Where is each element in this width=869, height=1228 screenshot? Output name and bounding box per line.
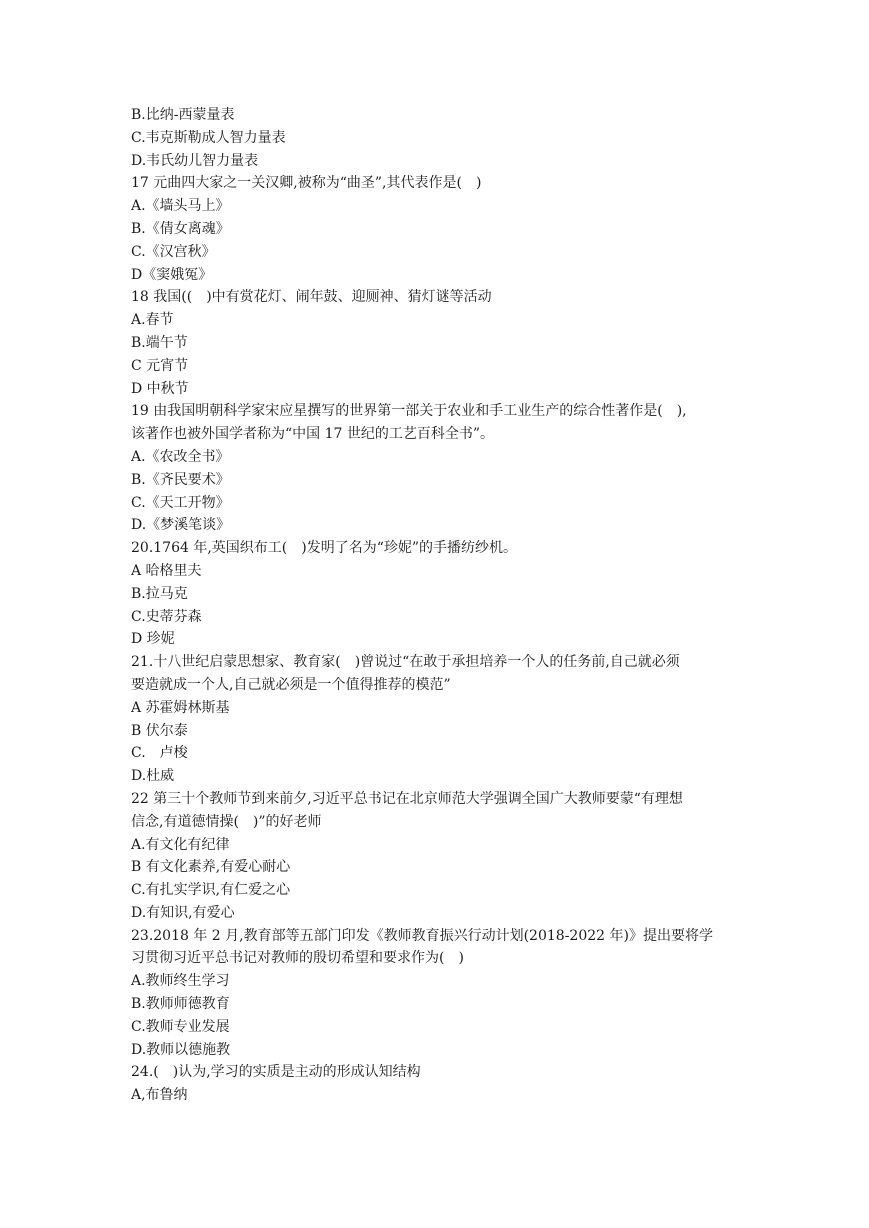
question-23-continued: 习贯彻习近平总书记对教师的殷切希望和要求作为( ) <box>131 950 464 967</box>
option-line: A.有文化有纪律 <box>131 836 230 853</box>
question-21: 21.十八世纪启蒙思想家、教育家( )曾说过“在敢于承担培养一个人的任务前,自己就必须 <box>131 654 680 671</box>
question-23: 23.2018 年 2 月,教育部等五部门印发《教师教育振兴行动计划(2018-2022 年)》提出要将学 <box>131 927 713 944</box>
option-line: A.《农改全书》 <box>131 448 230 465</box>
option-line: B.教师师德教育 <box>131 996 230 1013</box>
option-line: B.拉马克 <box>131 585 188 602</box>
option-line: C.《天工开物》 <box>131 494 230 511</box>
option-line: A,布鲁纳 <box>131 1087 188 1104</box>
question-21-continued: 要造就成一个人,自己就必须是一个值得推荐的模范” <box>131 676 451 693</box>
option-line: D.有知识,有爱心 <box>131 904 235 921</box>
question-22: 22 第三十个教师节到来前夕,习近平总书记在北京师范大学强调全国广大教师要蒙“有理想 <box>131 790 683 807</box>
option-line: B.《齐民要术》 <box>131 471 230 488</box>
option-line: D.《梦溪笔谈》 <box>131 517 231 534</box>
text-line: B.比纳-西蒙量表 <box>131 107 235 123</box>
option-line: C.《汉宫秋》 <box>131 243 216 260</box>
option-line: C.史蒂芬森 <box>131 608 202 625</box>
question-24: 24.( )认为,学习的实质是主动的形成认知结构 <box>131 1064 421 1081</box>
option-line: C 元宵节 <box>131 357 189 374</box>
option-line: D.教师以德施教 <box>131 1041 231 1058</box>
question-20: 20.1764 年,英国织布工( )发明了名为“珍妮”的手播纺纱机。 <box>131 540 518 557</box>
option-line: A.《墙头马上》 <box>131 198 230 215</box>
question-22-continued: 信念,有道德情操( )”的好老师 <box>131 813 322 830</box>
option-line: D 中秋节 <box>131 380 189 397</box>
option-line: D 珍妮 <box>131 631 175 648</box>
option-line: C. 卢梭 <box>131 745 188 762</box>
option-line: D.杜威 <box>131 768 175 785</box>
question-text-block <box>131 104 771 1107</box>
question-18: 18 我国(( )中有赏花灯、闹年鼓、迎厕神、猜灯谜等活动 <box>131 289 492 306</box>
question-19: 19 由我国明朝科学家宋应星撰写的世界第一部关于农业和手工业生产的综合性著作是( ), <box>131 403 687 420</box>
option-line: A 哈格里夫 <box>131 562 202 579</box>
option-line: A.教师终生学习 <box>131 973 230 990</box>
text-line: D.韦氏幼儿智力量表 <box>131 152 259 169</box>
option-line: B.端午节 <box>131 334 188 351</box>
text-line: C.韦克斯勒成人智力量表 <box>131 129 286 146</box>
option-line: D《窦娥冤》 <box>131 266 213 283</box>
option-line: B 有文化素养,有爱心耐心 <box>131 859 291 876</box>
option-line: B.《倩女离魂》 <box>131 220 230 237</box>
question-19-continued: 该著作也被外国学者称为“中国 17 世纪的工艺百科全书”。 <box>131 426 495 443</box>
question-17: 17 元曲四大家之一关汉卿,被称为“曲圣”,其代表作是( ) <box>131 175 482 192</box>
option-line: A.春节 <box>131 312 174 329</box>
option-line: C.教师专业发展 <box>131 1018 230 1035</box>
option-line: A 苏霍姆林斯基 <box>131 699 230 716</box>
option-line: B 伏尔泰 <box>131 722 188 739</box>
option-line: C.有扎实学识,有仁爱之心 <box>131 882 291 899</box>
